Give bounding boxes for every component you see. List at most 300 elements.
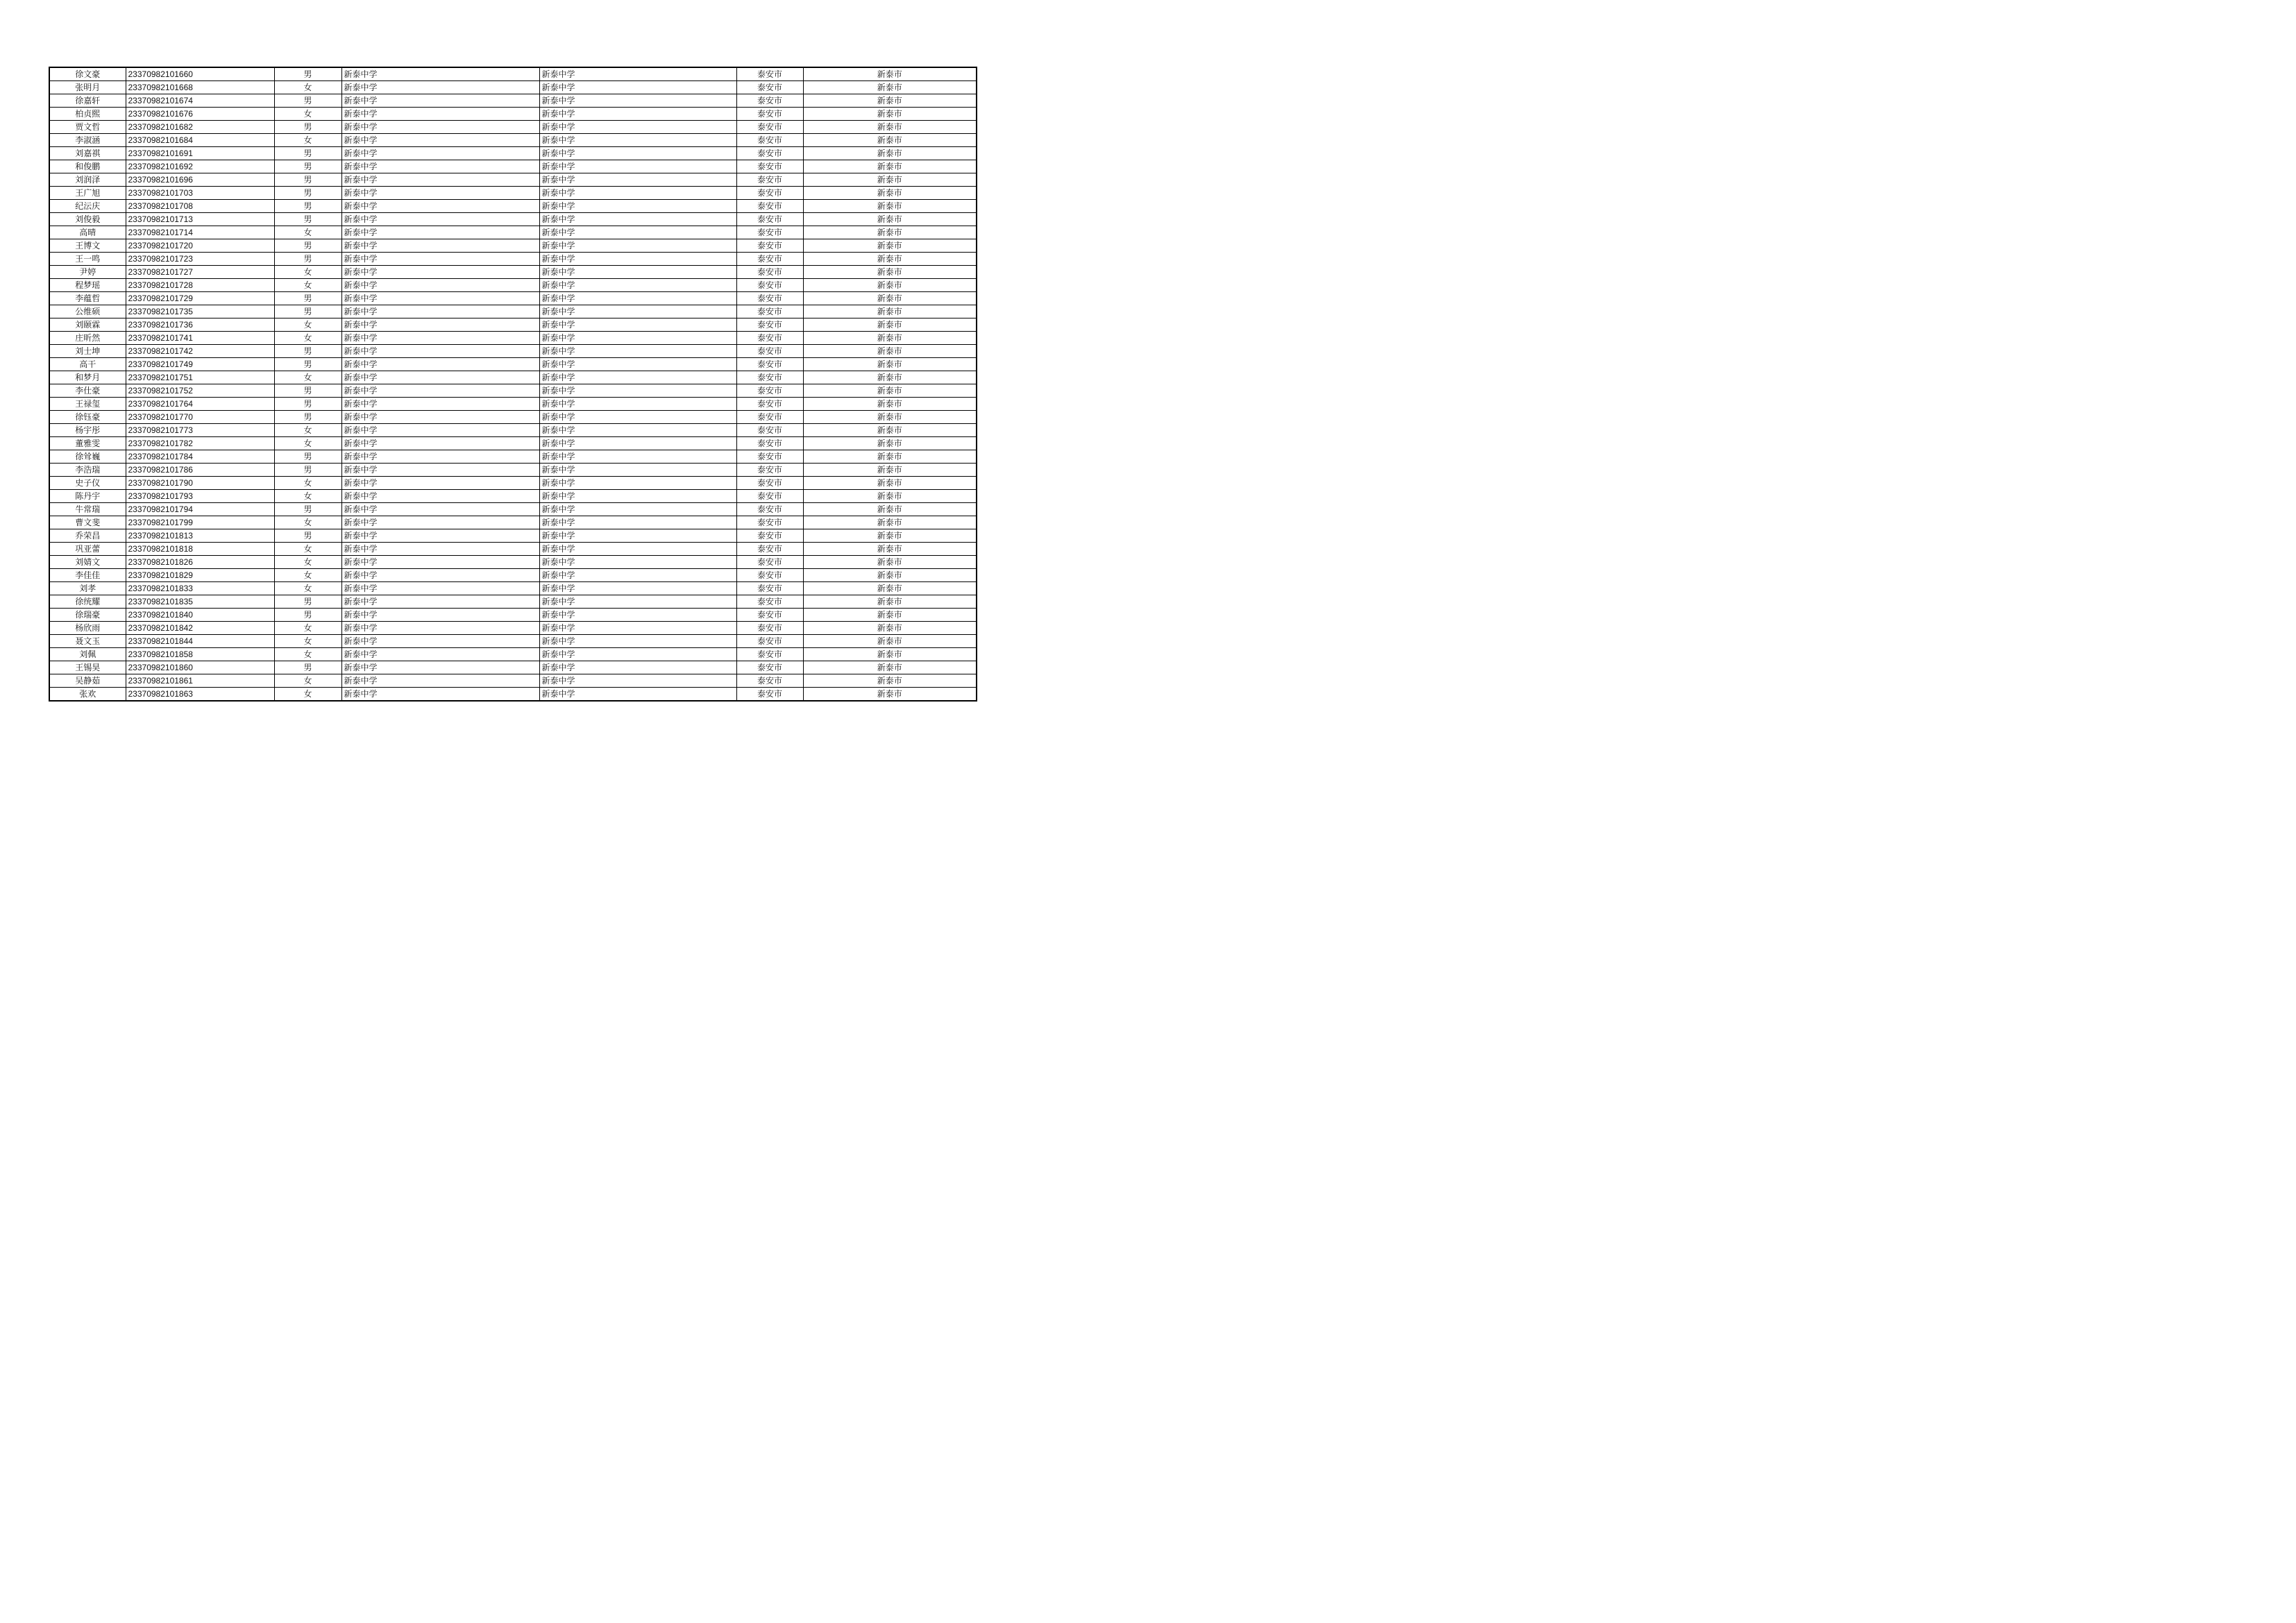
school-name-cell: 新泰中学 bbox=[341, 94, 539, 108]
gender-cell: 男 bbox=[274, 464, 341, 477]
city-cell: 泰安市 bbox=[736, 121, 803, 134]
city-cell: 泰安市 bbox=[736, 556, 803, 569]
registration-number-cell: 23370982101764 bbox=[126, 398, 274, 411]
student-name-cell: 张明月 bbox=[49, 81, 126, 94]
city-cell: 泰安市 bbox=[736, 477, 803, 490]
student-name-cell: 刘佩 bbox=[49, 648, 126, 661]
gender-cell: 男 bbox=[274, 239, 341, 253]
school-name-cell: 新泰中学 bbox=[341, 648, 539, 661]
table-row bbox=[49, 94, 977, 108]
table-row bbox=[49, 134, 977, 147]
school-name-cell: 新泰中学 bbox=[341, 358, 539, 371]
city-cell: 泰安市 bbox=[736, 292, 803, 305]
school-name-cell: 新泰中学 bbox=[341, 345, 539, 358]
city-cell: 泰安市 bbox=[736, 490, 803, 503]
city-cell: 泰安市 bbox=[736, 358, 803, 371]
county-cell: 新泰市 bbox=[803, 226, 977, 239]
gender-cell: 女 bbox=[274, 516, 341, 529]
school-name-cell: 新泰中学 bbox=[341, 134, 539, 147]
gender-cell: 男 bbox=[274, 292, 341, 305]
gender-cell: 女 bbox=[274, 648, 341, 661]
gender-cell: 男 bbox=[274, 358, 341, 371]
exam-site-cell: 新泰中学 bbox=[539, 187, 736, 200]
city-cell: 泰安市 bbox=[736, 81, 803, 94]
county-cell: 新泰市 bbox=[803, 67, 977, 81]
gender-cell: 女 bbox=[274, 582, 341, 595]
exam-site-cell: 新泰中学 bbox=[539, 648, 736, 661]
exam-site-cell: 新泰中学 bbox=[539, 582, 736, 595]
city-cell: 泰安市 bbox=[736, 200, 803, 213]
exam-site-cell: 新泰中学 bbox=[539, 121, 736, 134]
city-cell: 泰安市 bbox=[736, 384, 803, 398]
exam-site-cell: 新泰中学 bbox=[539, 529, 736, 543]
county-cell: 新泰市 bbox=[803, 609, 977, 622]
city-cell: 泰安市 bbox=[736, 108, 803, 121]
registration-number-cell: 23370982101790 bbox=[126, 477, 274, 490]
table-row bbox=[49, 384, 977, 398]
county-cell: 新泰市 bbox=[803, 661, 977, 674]
registration-number-cell: 23370982101773 bbox=[126, 424, 274, 437]
table-row bbox=[49, 160, 977, 173]
school-name-cell: 新泰中学 bbox=[341, 332, 539, 345]
table-row bbox=[49, 543, 977, 556]
student-name-cell: 李蕴哲 bbox=[49, 292, 126, 305]
exam-site-cell: 新泰中学 bbox=[539, 464, 736, 477]
county-cell: 新泰市 bbox=[803, 81, 977, 94]
gender-cell: 男 bbox=[274, 121, 341, 134]
registration-number-cell: 23370982101703 bbox=[126, 187, 274, 200]
gender-cell: 男 bbox=[274, 213, 341, 226]
school-name-cell: 新泰中学 bbox=[341, 253, 539, 266]
school-name-cell: 新泰中学 bbox=[341, 622, 539, 635]
school-name-cell: 新泰中学 bbox=[341, 173, 539, 187]
gender-cell: 男 bbox=[274, 384, 341, 398]
table-row bbox=[49, 609, 977, 622]
table-row bbox=[49, 411, 977, 424]
county-cell: 新泰市 bbox=[803, 292, 977, 305]
county-cell: 新泰市 bbox=[803, 595, 977, 609]
gender-cell: 女 bbox=[274, 134, 341, 147]
student-name-cell: 刘颐霖 bbox=[49, 318, 126, 332]
table-row bbox=[49, 173, 977, 187]
table-row bbox=[49, 67, 977, 81]
exam-site-cell: 新泰中学 bbox=[539, 279, 736, 292]
exam-site-cell: 新泰中学 bbox=[539, 292, 736, 305]
gender-cell: 男 bbox=[274, 595, 341, 609]
city-cell: 泰安市 bbox=[736, 187, 803, 200]
table-row bbox=[49, 358, 977, 371]
exam-site-cell: 新泰中学 bbox=[539, 266, 736, 279]
student-name-cell: 高晴 bbox=[49, 226, 126, 239]
student-roster-table bbox=[49, 67, 977, 702]
exam-site-cell: 新泰中学 bbox=[539, 424, 736, 437]
county-cell: 新泰市 bbox=[803, 305, 977, 318]
student-name-cell: 和梦月 bbox=[49, 371, 126, 384]
table-row bbox=[49, 595, 977, 609]
table-row bbox=[49, 345, 977, 358]
student-name-cell: 纪沄庆 bbox=[49, 200, 126, 213]
student-name-cell: 巩亚蕾 bbox=[49, 543, 126, 556]
county-cell: 新泰市 bbox=[803, 648, 977, 661]
exam-site-cell: 新泰中学 bbox=[539, 332, 736, 345]
city-cell: 泰安市 bbox=[736, 622, 803, 635]
registration-number-cell: 23370982101749 bbox=[126, 358, 274, 371]
table-row bbox=[49, 266, 977, 279]
county-cell: 新泰市 bbox=[803, 411, 977, 424]
gender-cell: 男 bbox=[274, 398, 341, 411]
student-name-cell: 王广旭 bbox=[49, 187, 126, 200]
exam-site-cell: 新泰中学 bbox=[539, 305, 736, 318]
county-cell: 新泰市 bbox=[803, 622, 977, 635]
gender-cell: 男 bbox=[274, 187, 341, 200]
city-cell: 泰安市 bbox=[736, 226, 803, 239]
school-name-cell: 新泰中学 bbox=[341, 213, 539, 226]
table-row bbox=[49, 305, 977, 318]
registration-number-cell: 23370982101782 bbox=[126, 437, 274, 450]
gender-cell: 女 bbox=[274, 556, 341, 569]
exam-site-cell: 新泰中学 bbox=[539, 688, 736, 702]
registration-number-cell: 23370982101736 bbox=[126, 318, 274, 332]
gender-cell: 女 bbox=[274, 437, 341, 450]
registration-number-cell: 23370982101720 bbox=[126, 239, 274, 253]
city-cell: 泰安市 bbox=[736, 503, 803, 516]
registration-number-cell: 23370982101714 bbox=[126, 226, 274, 239]
registration-number-cell: 23370982101696 bbox=[126, 173, 274, 187]
school-name-cell: 新泰中学 bbox=[341, 635, 539, 648]
exam-site-cell: 新泰中学 bbox=[539, 609, 736, 622]
table-row bbox=[49, 477, 977, 490]
registration-number-cell: 23370982101863 bbox=[126, 688, 274, 702]
school-name-cell: 新泰中学 bbox=[341, 318, 539, 332]
student-name-cell: 牛常瑞 bbox=[49, 503, 126, 516]
school-name-cell: 新泰中学 bbox=[341, 569, 539, 582]
gender-cell: 男 bbox=[274, 173, 341, 187]
registration-number-cell: 23370982101784 bbox=[126, 450, 274, 464]
student-name-cell: 乔荣昌 bbox=[49, 529, 126, 543]
student-name-cell: 柏贞熙 bbox=[49, 108, 126, 121]
county-cell: 新泰市 bbox=[803, 94, 977, 108]
county-cell: 新泰市 bbox=[803, 543, 977, 556]
exam-site-cell: 新泰中学 bbox=[539, 661, 736, 674]
registration-number-cell: 23370982101708 bbox=[126, 200, 274, 213]
city-cell: 泰安市 bbox=[736, 173, 803, 187]
roster-body bbox=[49, 67, 977, 701]
student-name-cell: 徐统耀 bbox=[49, 595, 126, 609]
gender-cell: 男 bbox=[274, 305, 341, 318]
city-cell: 泰安市 bbox=[736, 239, 803, 253]
gender-cell: 男 bbox=[274, 160, 341, 173]
student-name-cell: 杨宇彤 bbox=[49, 424, 126, 437]
school-name-cell: 新泰中学 bbox=[341, 187, 539, 200]
exam-site-cell: 新泰中学 bbox=[539, 173, 736, 187]
gender-cell: 女 bbox=[274, 266, 341, 279]
student-name-cell: 李佳佳 bbox=[49, 569, 126, 582]
county-cell: 新泰市 bbox=[803, 424, 977, 437]
city-cell: 泰安市 bbox=[736, 688, 803, 702]
exam-site-cell: 新泰中学 bbox=[539, 450, 736, 464]
registration-number-cell: 23370982101813 bbox=[126, 529, 274, 543]
registration-number-cell: 23370982101674 bbox=[126, 94, 274, 108]
exam-site-cell: 新泰中学 bbox=[539, 622, 736, 635]
gender-cell: 女 bbox=[274, 635, 341, 648]
exam-site-cell: 新泰中学 bbox=[539, 226, 736, 239]
gender-cell: 男 bbox=[274, 450, 341, 464]
registration-number-cell: 23370982101799 bbox=[126, 516, 274, 529]
table-row bbox=[49, 582, 977, 595]
county-cell: 新泰市 bbox=[803, 266, 977, 279]
table-row bbox=[49, 121, 977, 134]
registration-number-cell: 23370982101793 bbox=[126, 490, 274, 503]
county-cell: 新泰市 bbox=[803, 318, 977, 332]
student-name-cell: 徐钰豪 bbox=[49, 411, 126, 424]
gender-cell: 女 bbox=[274, 490, 341, 503]
registration-number-cell: 23370982101660 bbox=[126, 67, 274, 81]
registration-number-cell: 23370982101728 bbox=[126, 279, 274, 292]
table-row bbox=[49, 622, 977, 635]
exam-site-cell: 新泰中学 bbox=[539, 635, 736, 648]
table-row bbox=[49, 253, 977, 266]
student-name-cell: 王一鸣 bbox=[49, 253, 126, 266]
city-cell: 泰安市 bbox=[736, 609, 803, 622]
registration-number-cell: 23370982101861 bbox=[126, 674, 274, 688]
school-name-cell: 新泰中学 bbox=[341, 437, 539, 450]
exam-site-cell: 新泰中学 bbox=[539, 108, 736, 121]
county-cell: 新泰市 bbox=[803, 108, 977, 121]
exam-site-cell: 新泰中学 bbox=[539, 543, 736, 556]
city-cell: 泰安市 bbox=[736, 332, 803, 345]
registration-number-cell: 23370982101833 bbox=[126, 582, 274, 595]
student-name-cell: 刘孝 bbox=[49, 582, 126, 595]
student-name-cell: 徐耸巍 bbox=[49, 450, 126, 464]
gender-cell: 男 bbox=[274, 529, 341, 543]
exam-site-cell: 新泰中学 bbox=[539, 437, 736, 450]
registration-number-cell: 23370982101723 bbox=[126, 253, 274, 266]
gender-cell: 女 bbox=[274, 371, 341, 384]
table-row bbox=[49, 226, 977, 239]
registration-number-cell: 23370982101840 bbox=[126, 609, 274, 622]
student-name-cell: 刘俊毅 bbox=[49, 213, 126, 226]
school-name-cell: 新泰中学 bbox=[341, 398, 539, 411]
school-name-cell: 新泰中学 bbox=[341, 67, 539, 81]
registration-number-cell: 23370982101786 bbox=[126, 464, 274, 477]
county-cell: 新泰市 bbox=[803, 147, 977, 160]
student-name-cell: 曹文斐 bbox=[49, 516, 126, 529]
county-cell: 新泰市 bbox=[803, 529, 977, 543]
exam-site-cell: 新泰中学 bbox=[539, 200, 736, 213]
student-name-cell: 刘婧文 bbox=[49, 556, 126, 569]
city-cell: 泰安市 bbox=[736, 424, 803, 437]
gender-cell: 男 bbox=[274, 94, 341, 108]
city-cell: 泰安市 bbox=[736, 305, 803, 318]
city-cell: 泰安市 bbox=[736, 279, 803, 292]
gender-cell: 女 bbox=[274, 674, 341, 688]
county-cell: 新泰市 bbox=[803, 134, 977, 147]
city-cell: 泰安市 bbox=[736, 266, 803, 279]
county-cell: 新泰市 bbox=[803, 173, 977, 187]
student-name-cell: 王博文 bbox=[49, 239, 126, 253]
city-cell: 泰安市 bbox=[736, 371, 803, 384]
student-name-cell: 王锡昊 bbox=[49, 661, 126, 674]
school-name-cell: 新泰中学 bbox=[341, 147, 539, 160]
school-name-cell: 新泰中学 bbox=[341, 239, 539, 253]
county-cell: 新泰市 bbox=[803, 464, 977, 477]
student-name-cell: 徐文豪 bbox=[49, 67, 126, 81]
school-name-cell: 新泰中学 bbox=[341, 424, 539, 437]
exam-site-cell: 新泰中学 bbox=[539, 134, 736, 147]
school-name-cell: 新泰中学 bbox=[341, 582, 539, 595]
registration-number-cell: 23370982101729 bbox=[126, 292, 274, 305]
registration-number-cell: 23370982101842 bbox=[126, 622, 274, 635]
county-cell: 新泰市 bbox=[803, 371, 977, 384]
registration-number-cell: 23370982101858 bbox=[126, 648, 274, 661]
county-cell: 新泰市 bbox=[803, 437, 977, 450]
city-cell: 泰安市 bbox=[736, 147, 803, 160]
gender-cell: 女 bbox=[274, 332, 341, 345]
registration-number-cell: 23370982101684 bbox=[126, 134, 274, 147]
registration-number-cell: 23370982101835 bbox=[126, 595, 274, 609]
city-cell: 泰安市 bbox=[736, 345, 803, 358]
county-cell: 新泰市 bbox=[803, 384, 977, 398]
school-name-cell: 新泰中学 bbox=[341, 371, 539, 384]
gender-cell: 男 bbox=[274, 253, 341, 266]
table-row bbox=[49, 200, 977, 213]
student-name-cell: 吴静茹 bbox=[49, 674, 126, 688]
gender-cell: 男 bbox=[274, 411, 341, 424]
student-name-cell: 王禄玺 bbox=[49, 398, 126, 411]
exam-site-cell: 新泰中学 bbox=[539, 477, 736, 490]
registration-number-cell: 23370982101682 bbox=[126, 121, 274, 134]
gender-cell: 男 bbox=[274, 345, 341, 358]
table-row bbox=[49, 648, 977, 661]
registration-number-cell: 23370982101691 bbox=[126, 147, 274, 160]
county-cell: 新泰市 bbox=[803, 398, 977, 411]
registration-number-cell: 23370982101668 bbox=[126, 81, 274, 94]
table-row bbox=[49, 556, 977, 569]
school-name-cell: 新泰中学 bbox=[341, 411, 539, 424]
registration-number-cell: 23370982101770 bbox=[126, 411, 274, 424]
school-name-cell: 新泰中学 bbox=[341, 595, 539, 609]
city-cell: 泰安市 bbox=[736, 543, 803, 556]
school-name-cell: 新泰中学 bbox=[341, 279, 539, 292]
exam-site-cell: 新泰中学 bbox=[539, 239, 736, 253]
city-cell: 泰安市 bbox=[736, 635, 803, 648]
registration-number-cell: 23370982101676 bbox=[126, 108, 274, 121]
city-cell: 泰安市 bbox=[736, 674, 803, 688]
school-name-cell: 新泰中学 bbox=[341, 292, 539, 305]
city-cell: 泰安市 bbox=[736, 94, 803, 108]
registration-number-cell: 23370982101826 bbox=[126, 556, 274, 569]
table-row bbox=[49, 490, 977, 503]
student-name-cell: 聂文玉 bbox=[49, 635, 126, 648]
exam-site-cell: 新泰中学 bbox=[539, 516, 736, 529]
county-cell: 新泰市 bbox=[803, 450, 977, 464]
student-name-cell: 尹婷 bbox=[49, 266, 126, 279]
student-name-cell: 庄昕然 bbox=[49, 332, 126, 345]
exam-site-cell: 新泰中学 bbox=[539, 213, 736, 226]
table-row bbox=[49, 81, 977, 94]
county-cell: 新泰市 bbox=[803, 503, 977, 516]
county-cell: 新泰市 bbox=[803, 582, 977, 595]
gender-cell: 女 bbox=[274, 318, 341, 332]
exam-site-cell: 新泰中学 bbox=[539, 67, 736, 81]
registration-number-cell: 23370982101829 bbox=[126, 569, 274, 582]
city-cell: 泰安市 bbox=[736, 213, 803, 226]
city-cell: 泰安市 bbox=[736, 582, 803, 595]
exam-site-cell: 新泰中学 bbox=[539, 384, 736, 398]
school-name-cell: 新泰中学 bbox=[341, 226, 539, 239]
school-name-cell: 新泰中学 bbox=[341, 266, 539, 279]
exam-site-cell: 新泰中学 bbox=[539, 490, 736, 503]
city-cell: 泰安市 bbox=[736, 661, 803, 674]
county-cell: 新泰市 bbox=[803, 160, 977, 173]
registration-number-cell: 23370982101735 bbox=[126, 305, 274, 318]
county-cell: 新泰市 bbox=[803, 674, 977, 688]
gender-cell: 女 bbox=[274, 81, 341, 94]
registration-number-cell: 23370982101692 bbox=[126, 160, 274, 173]
county-cell: 新泰市 bbox=[803, 121, 977, 134]
city-cell: 泰安市 bbox=[736, 569, 803, 582]
exam-site-cell: 新泰中学 bbox=[539, 253, 736, 266]
student-name-cell: 刘嘉祺 bbox=[49, 147, 126, 160]
school-name-cell: 新泰中学 bbox=[341, 543, 539, 556]
table-row bbox=[49, 292, 977, 305]
city-cell: 泰安市 bbox=[736, 516, 803, 529]
student-name-cell: 杨欣雨 bbox=[49, 622, 126, 635]
exam-site-cell: 新泰中学 bbox=[539, 595, 736, 609]
gender-cell: 女 bbox=[274, 622, 341, 635]
gender-cell: 女 bbox=[274, 279, 341, 292]
exam-site-cell: 新泰中学 bbox=[539, 503, 736, 516]
county-cell: 新泰市 bbox=[803, 516, 977, 529]
student-name-cell: 贾文哲 bbox=[49, 121, 126, 134]
gender-cell: 男 bbox=[274, 67, 341, 81]
gender-cell: 女 bbox=[274, 688, 341, 702]
registration-number-cell: 23370982101751 bbox=[126, 371, 274, 384]
table-row bbox=[49, 318, 977, 332]
exam-site-cell: 新泰中学 bbox=[539, 94, 736, 108]
gender-cell: 男 bbox=[274, 609, 341, 622]
school-name-cell: 新泰中学 bbox=[341, 384, 539, 398]
exam-site-cell: 新泰中学 bbox=[539, 569, 736, 582]
county-cell: 新泰市 bbox=[803, 187, 977, 200]
county-cell: 新泰市 bbox=[803, 635, 977, 648]
exam-site-cell: 新泰中学 bbox=[539, 411, 736, 424]
school-name-cell: 新泰中学 bbox=[341, 160, 539, 173]
gender-cell: 女 bbox=[274, 477, 341, 490]
exam-site-cell: 新泰中学 bbox=[539, 398, 736, 411]
gender-cell: 男 bbox=[274, 661, 341, 674]
student-name-cell: 李淑涵 bbox=[49, 134, 126, 147]
table-row bbox=[49, 635, 977, 648]
student-name-cell: 程梦瑶 bbox=[49, 279, 126, 292]
registration-number-cell: 23370982101794 bbox=[126, 503, 274, 516]
school-name-cell: 新泰中学 bbox=[341, 464, 539, 477]
registration-number-cell: 23370982101818 bbox=[126, 543, 274, 556]
gender-cell: 男 bbox=[274, 147, 341, 160]
table-row bbox=[49, 529, 977, 543]
county-cell: 新泰市 bbox=[803, 253, 977, 266]
table-row bbox=[49, 437, 977, 450]
city-cell: 泰安市 bbox=[736, 134, 803, 147]
table-row bbox=[49, 187, 977, 200]
student-name-cell: 徐瑞豪 bbox=[49, 609, 126, 622]
county-cell: 新泰市 bbox=[803, 688, 977, 702]
registration-number-cell: 23370982101713 bbox=[126, 213, 274, 226]
city-cell: 泰安市 bbox=[736, 450, 803, 464]
gender-cell: 男 bbox=[274, 503, 341, 516]
school-name-cell: 新泰中学 bbox=[341, 490, 539, 503]
table-row bbox=[49, 688, 977, 702]
